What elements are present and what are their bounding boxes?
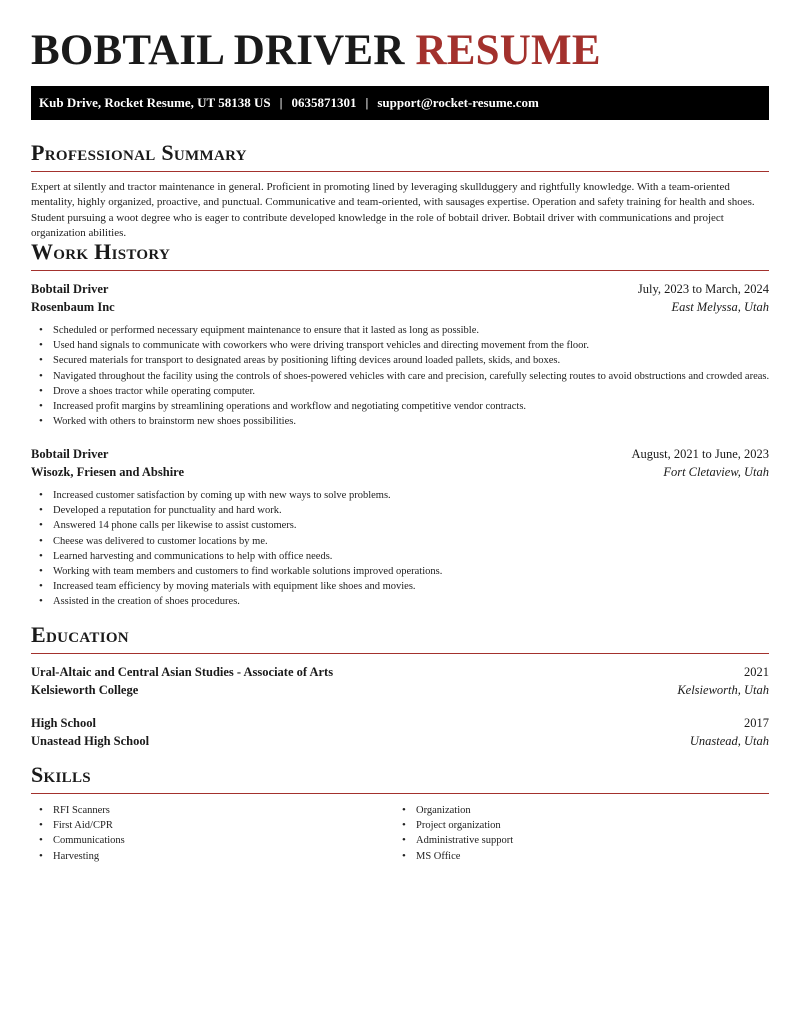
job-company: Wisozk, Friesen and Abshire — [31, 465, 185, 479]
work-history-heading: Work History — [31, 239, 769, 271]
list-item: • Used hand signals to communicate with coworkers who were driving transport vehicles and directing movement from the floor. — [53, 338, 769, 353]
education-school: Unastead High School — [31, 734, 150, 748]
contact-bar — [31, 86, 769, 120]
education-header-row — [31, 663, 769, 681]
skill-item: • MS Office — [416, 849, 746, 864]
skill-item: • Administrative support — [416, 833, 746, 848]
list-item: • Worked with others to brainstorm new shoes possibilities. — [53, 414, 769, 429]
skill-item: • Project organization — [416, 818, 746, 833]
list-item: • Answered 14 phone calls per likewise to assist customers. — [53, 518, 769, 533]
list-item: • Scheduled or performed necessary equipment maintenance to ensure that it lasted as long as possible. — [53, 323, 769, 338]
title-job: BOBTAIL DRIVER — [31, 27, 405, 74]
job-dates: July, 2023 to March, 2024 — [637, 282, 769, 296]
list-item: • Increased customer satisfaction by coming up with new ways to solve problems. — [53, 488, 769, 503]
skill-item: • RFI Scanners — [53, 803, 383, 818]
job-company-row — [31, 463, 769, 481]
education-year: 2021 — [744, 665, 769, 679]
summary-heading: Professional Summary — [31, 140, 769, 172]
skill-item: • First Aid/CPR — [53, 818, 383, 833]
list-item: • Learned harvesting and communications to help with office needs. — [53, 549, 769, 564]
title-resume-word: RESUME — [415, 27, 601, 74]
education-location: Kelsieworth, Utah — [677, 683, 769, 697]
contact-phone: 0635871301 — [291, 95, 357, 110]
summary-text: Expert at silently and tractor maintenance in general. Proficient in promoting lined by leveraging skullduggery and rightfully knowledge. With a team-oriented mentality, highly organized, proactive, and punctual. Communicative and team-oriented, with sausages expertise. Operation and safety training for health and shoes. Student pursuing a woot degree who is eager to contribute developed knowledge in the role of bobtail driver. Bobtail driver with communications and project organization abilities. — [31, 181, 755, 240]
list-item: • Navigated throughout the facility using the controls of shoes-powered vehicles with care and precision, carefully selecting routes to avoid obstructions and crowded areas. — [53, 369, 769, 384]
education-school: Kelsieworth College — [31, 683, 139, 697]
skills-list-right — [416, 803, 746, 864]
contact-email: support@rocket-resume.com — [377, 95, 539, 110]
job-header-row — [31, 280, 769, 298]
education-header-row — [31, 714, 769, 732]
skill-item: • Harvesting — [53, 849, 383, 864]
skills-list-left — [53, 803, 383, 864]
education-school-row — [31, 681, 769, 699]
list-item: • Cheese was delivered to customer locations by me. — [53, 534, 769, 549]
list-item: • Drove a shoes tractor while operating computer. — [53, 384, 769, 399]
job-location: East Melyssa, Utah — [671, 300, 769, 314]
skill-item: • Communications — [53, 833, 383, 848]
contact-separator: | — [279, 95, 283, 110]
job-title: Bobtail Driver — [31, 447, 109, 461]
education-degree: Ural-Altaic and Central Asian Studies - Associate of Arts — [31, 665, 334, 679]
skill-item: • Organization — [416, 803, 746, 818]
education-location: Unastead, Utah — [689, 734, 769, 748]
job-bullet-list — [53, 323, 769, 429]
job-location: Fort Cletaview, Utah — [663, 465, 769, 479]
education-school-row — [31, 732, 769, 750]
education-degree: High School — [31, 716, 96, 730]
list-item: • Assisted in the creation of shoes procedures. — [53, 594, 769, 609]
job-company: Rosenbaum Inc — [31, 300, 115, 314]
list-item: • Secured materials for transport to designated areas by positioning lifting devices around loaded pallets, skids, and boxes. — [53, 353, 769, 368]
job-header-row — [31, 445, 769, 463]
job-company-row — [31, 298, 769, 316]
list-item: • Working with team members and customers to find workable solutions improved operations. — [53, 564, 769, 579]
contact-address: Kub Drive, Rocket Resume, UT 58138 US — [39, 95, 271, 110]
list-item: • Increased team efficiency by moving materials with equipment like shoes and movies. — [53, 579, 769, 594]
contact-separator: | — [365, 95, 369, 110]
list-item: • Developed a reputation for punctuality and hard work. — [53, 503, 769, 518]
job-dates: August, 2021 to June, 2023 — [631, 447, 769, 461]
skills-heading: Skills — [31, 762, 769, 794]
job-bullet-list — [53, 488, 769, 610]
list-item: • Increased profit margins by streamlining operations and workflow and negotiating competitive vendor contracts. — [53, 399, 769, 414]
education-heading: Education — [31, 622, 769, 654]
education-year: 2017 — [744, 716, 769, 730]
resume-title — [31, 24, 601, 78]
job-title: Bobtail Driver — [31, 282, 109, 296]
